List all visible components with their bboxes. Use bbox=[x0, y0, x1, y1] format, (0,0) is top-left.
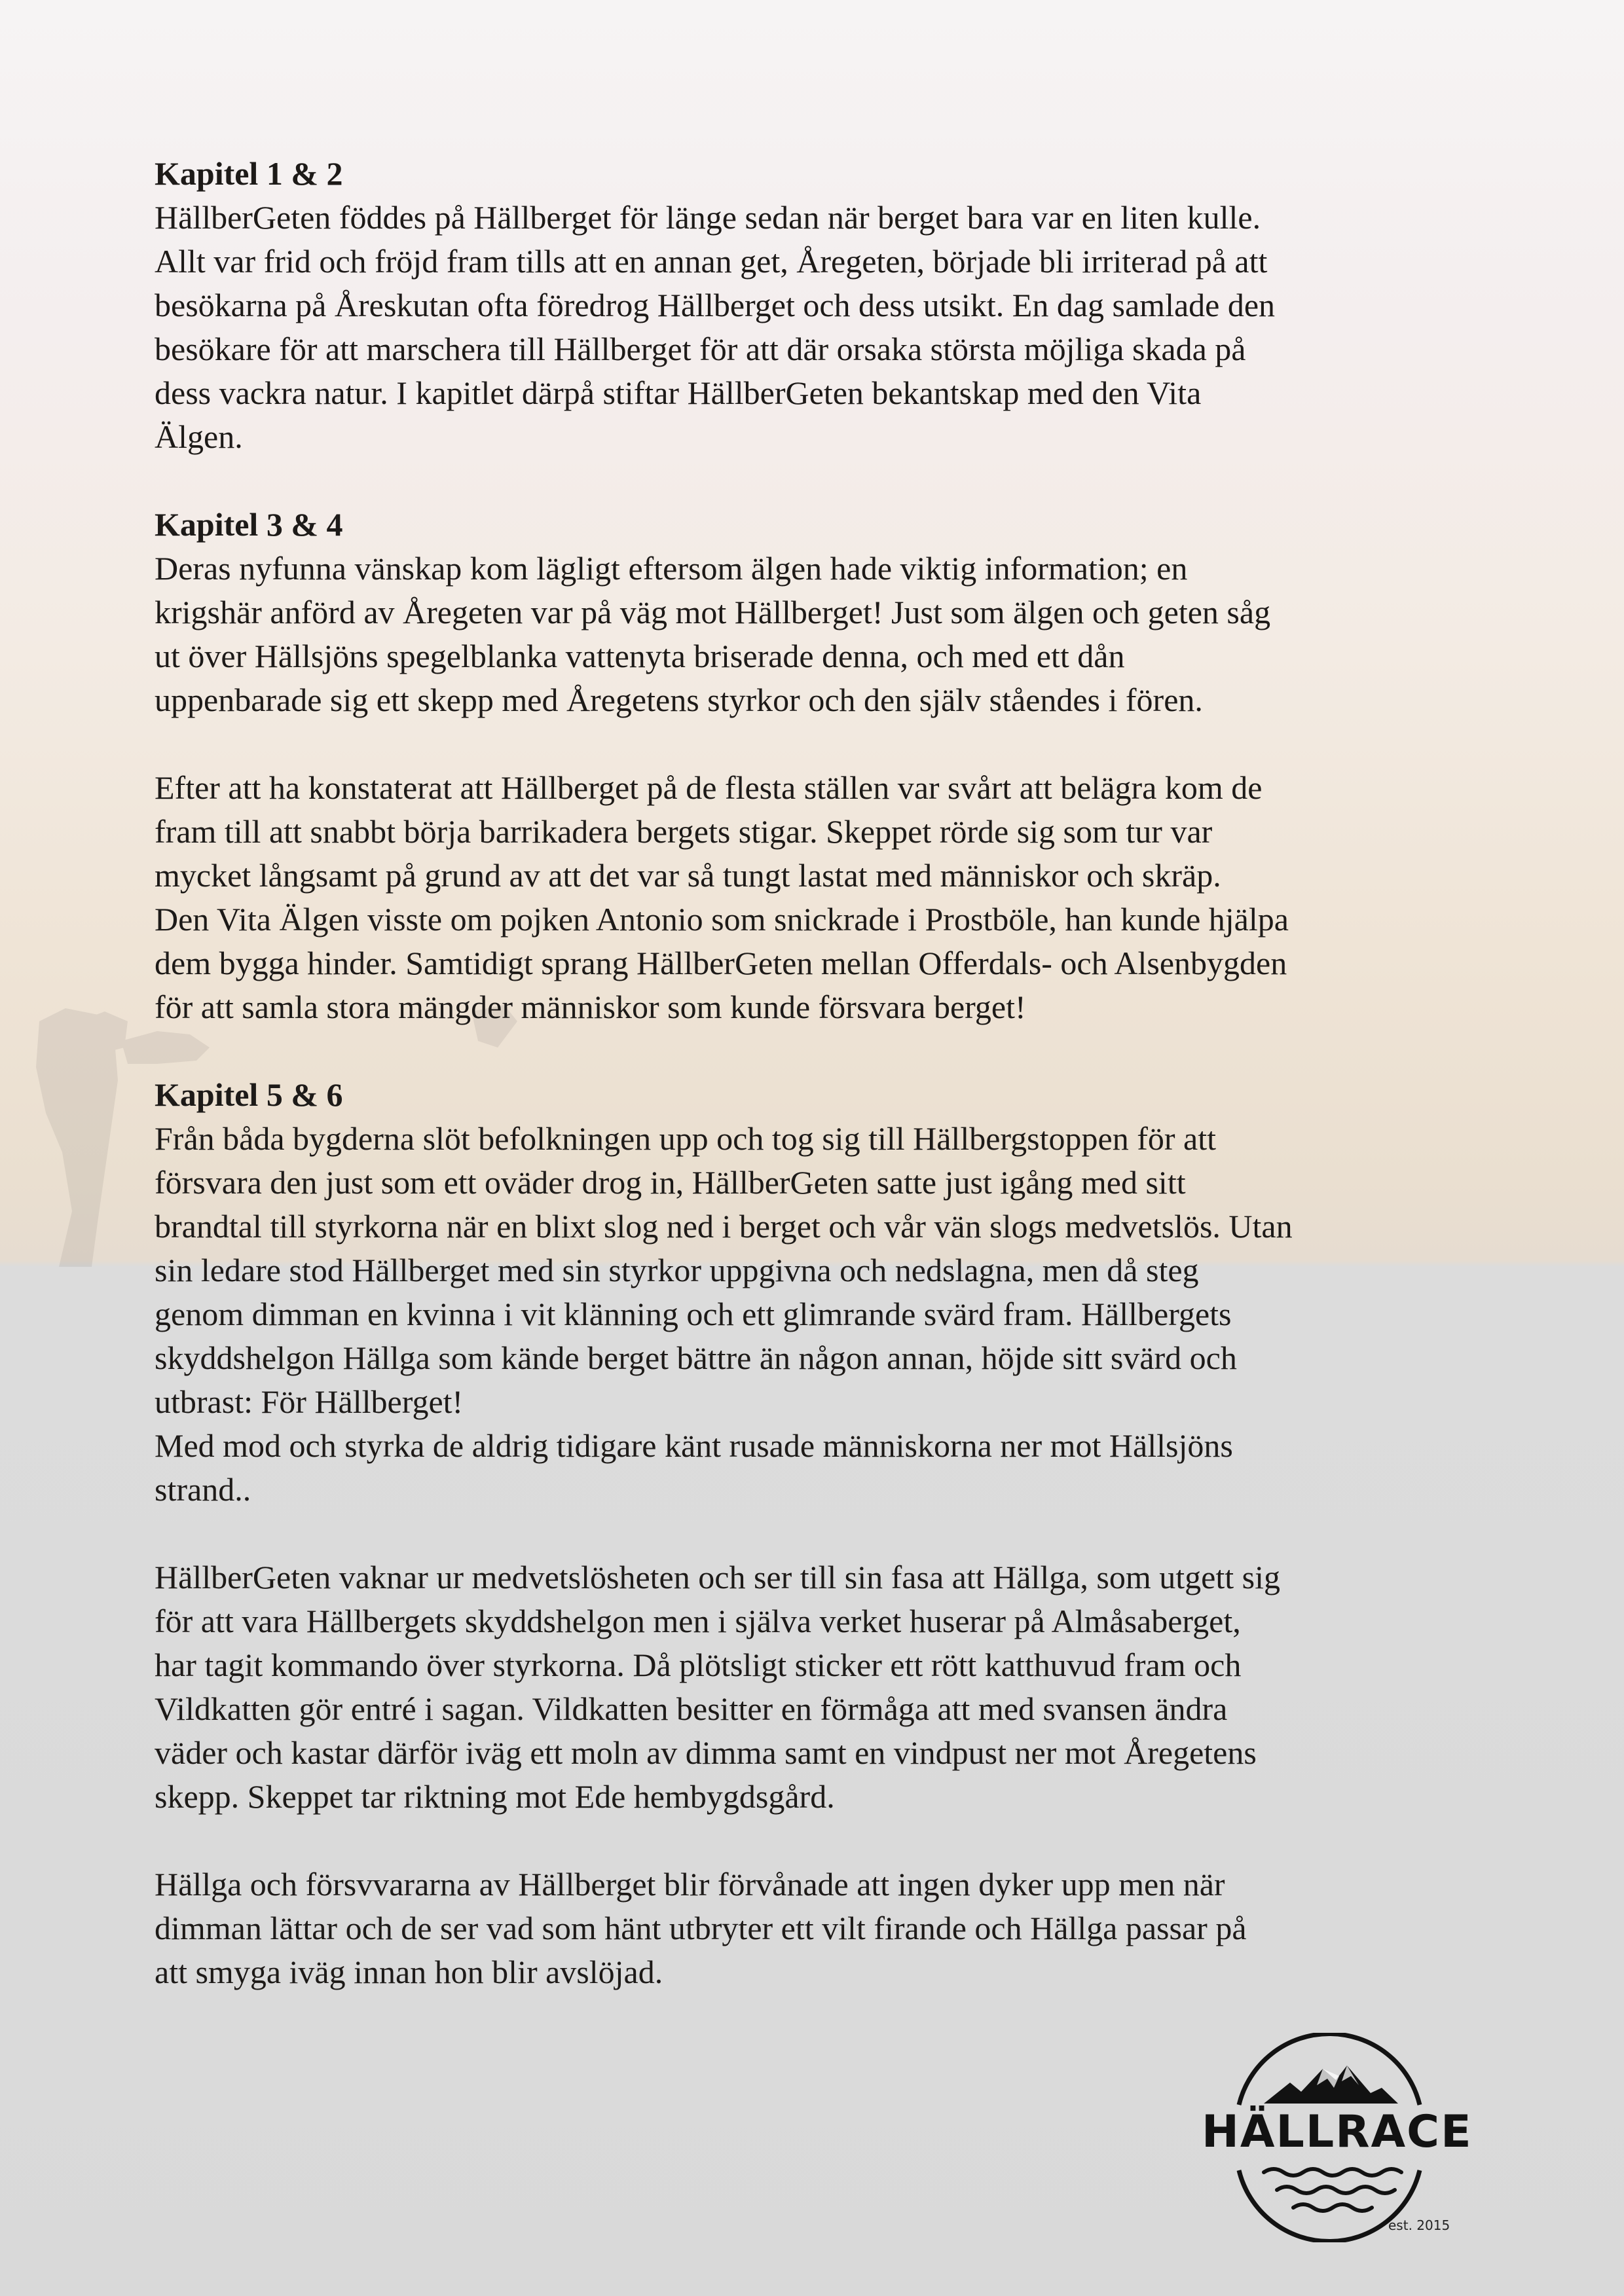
paragraph-gap bbox=[155, 1029, 1497, 1073]
chapter-heading: Kapitel 5 & 6 bbox=[155, 1076, 343, 1113]
story-text bbox=[155, 152, 1497, 1994]
paragraph-gap bbox=[155, 1512, 1497, 1556]
chapter-paragraph: Efter att ha konstaterat att Hällberget på de flesta ställen var svårt att belägra kom de fram till att snabbt börja barrikadera bergets stigar. Skeppet rörde sig som tur var mycket långsamt på grund av att det var så tungt lastat med människor och skräp. Den Vita Älgen visste om pojken Antonio som snickrade i Prostböle, han kunde hjälpa dem bygga hinder. Samtidigt sprang HällberGeten mellan Offerdals- och Alsenbygden för att samla stora mängder människor som kunde försvara berget! bbox=[155, 769, 1289, 1025]
paragraph-gap bbox=[155, 722, 1497, 766]
mountain-icon bbox=[1264, 2066, 1398, 2104]
chapter-heading: Kapitel 1 & 2 bbox=[155, 155, 343, 192]
logo-title: HÄLLRACE bbox=[1202, 2106, 1473, 2158]
paragraph-gap bbox=[155, 459, 1497, 503]
chapter-paragraph: Från båda bygderna slöt befolkningen upp och tog sig till Hällbergstoppen för att försvara den just som ett oväder drog in, HällberGeten satte just igång med sitt brandtal till styrkorna när en blixt slog ned i berget och vår vän slogs medvetslös. Utan sin ledare stod Hällberget med sin styrkor uppgivna och nedslagna, men då steg genom dimman en kvinna i vit klänning och ett glimrande svärd fram. Hällbergets skyddshelgon Hällga som kände berget bättre än någon annan, höjde sitt svärd och utbrast: För Hällberget! Med mod och styrka de aldrig tidigare känt rusade människorna ner mot Hällsjöns strand.. bbox=[155, 1120, 1293, 1508]
chapter-paragraph: Hällga och försvvararna av Hällberget blir förvånade att ingen dyker upp men när dimman lättar och de ser vad som hänt utbryter ett vilt firande och Hällga passar på att smyga iväg innan hon blir avslöjad. bbox=[155, 1866, 1247, 1990]
paragraph-gap bbox=[155, 1819, 1497, 1863]
chapter-heading: Kapitel 3 & 4 bbox=[155, 506, 343, 543]
chapter-paragraph: HällberGeten föddes på Hällberget för länge sedan när berget bara var en liten kulle. Allt var frid och fröjd fram tills att en annan get, Åregeten, började bli irriterad på att besökarna på Åreskutan ofta föredrog Hällberget och dess utsikt. En dag samlade den besökare för att marschera till Hällberget för att där orsaka största möjliga skada på dess vackra natur. I kapitlet därpå stiftar HällberGeten bekantskap med den Vita Älgen. bbox=[155, 199, 1276, 455]
waves-icon bbox=[1264, 2169, 1401, 2211]
chapter-paragraph: Deras nyfunna vänskap kom lägligt eftersom älgen hade viktig information; en krigshär anförd av Åregeten var på väg mot Hällberget! Just som älgen och geten såg ut över Hällsjöns spegelblanka vattenyta briserade denna, och med ett dån uppenbarade sig ett skepp med Åregetens styrkor och den själv ståendes i fören. bbox=[155, 550, 1271, 718]
logo-established: est. 2015 bbox=[1388, 2217, 1450, 2233]
chapter-paragraph: HällberGeten vaknar ur medvetslösheten och ser till sin fasa att Hällga, som utgett sig för att vara Hällbergets skyddshelgon men i själva verket huserar på Almåsaberget, har tagit kommando över styrkorna. Då plötsligt sticker ett rött katthuvud fram och Vildkatten gör entré i sagan. Vildkatten besitter en förmåga att med svansen ändra väder och kastar därför iväg ett moln av dimma samt en vindpust ner mot Åregetens skepp. Skeppet tar riktning mot Ede hembygdsgård. bbox=[155, 1559, 1280, 1815]
hallrace-logo bbox=[1202, 2033, 1473, 2242]
